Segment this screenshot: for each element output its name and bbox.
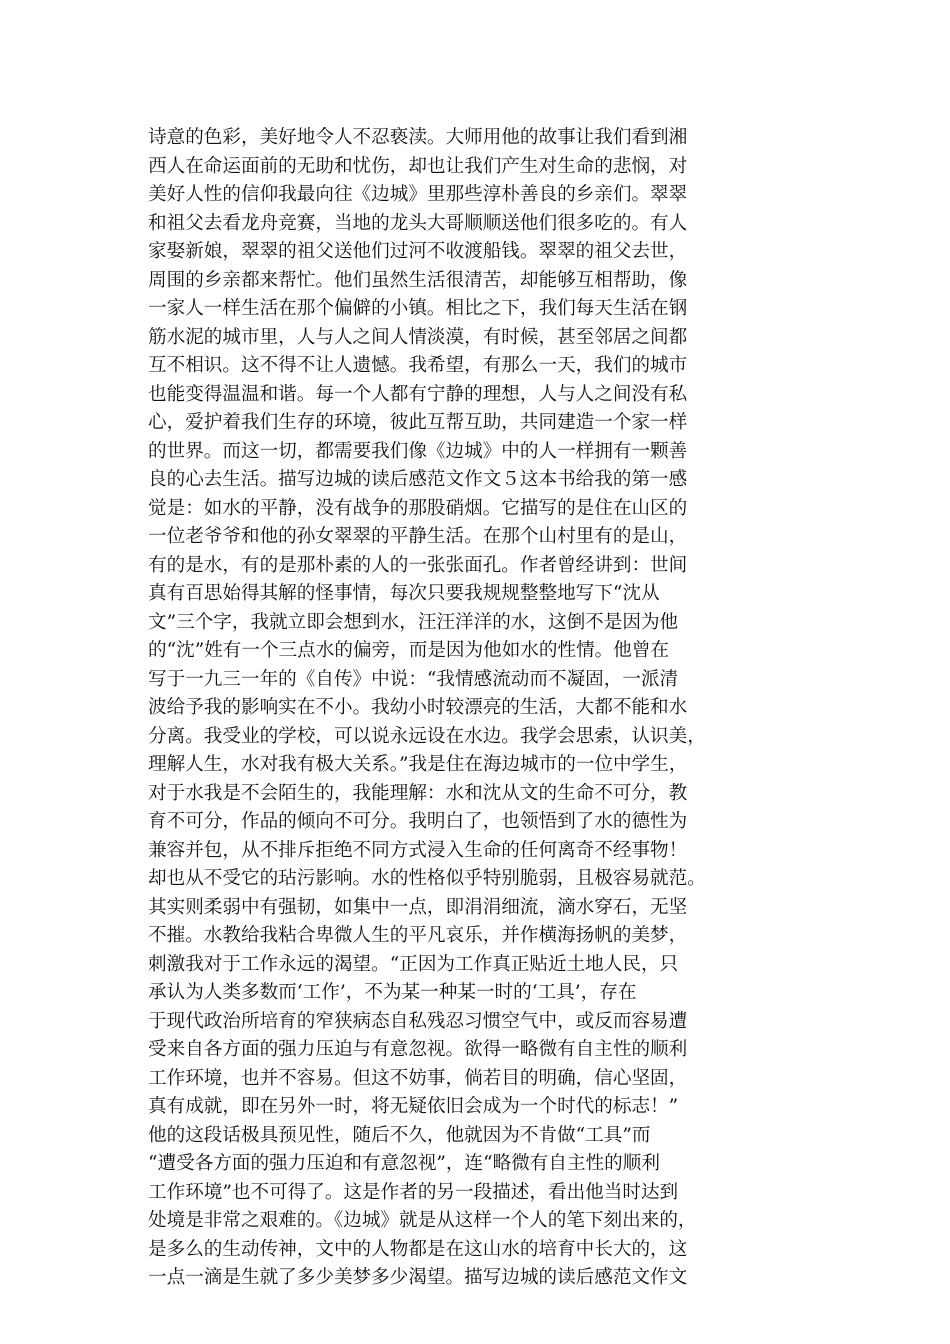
body-text (148, 124, 813, 1293)
text-line: 刺激我对于工作永远的渴望。“正因为工作真正贴近土地人民，只 (148, 953, 679, 975)
text-line: 工作环境，也并不容易。但这不妨事，倘若目的明确，信心坚固， (148, 1067, 688, 1089)
text-line: 写于一九三一年的《自传》中说：“我情感流动而不凝固，一派清 (148, 668, 679, 690)
text-line: 其实则柔弱中有强韧，如集中一点，即涓涓细流，滴水穿石，无坚 (148, 896, 688, 918)
text-line: 对于水我是不会陌生的，我能理解：水和沈从文的生命不可分，教 (148, 782, 688, 804)
text-line: 觉是：如水的平静，没有战争的那股硝烟。它描写的是住在山区的 (148, 497, 688, 519)
text-line: 和祖父去看龙舟竞赛，当地的龙头大哥顺顺送他们很多吃的。有人 (148, 212, 688, 234)
text-line: 的“沈”姓有一个三点水的偏旁，而是因为他如水的性情。他曾在 (148, 640, 670, 661)
text-line: 也能变得温温和谐。每一个人都有宁静的理想，人与人之间没有私 (148, 383, 688, 405)
text-line: 筋水泥的城市里，人与人之间人情淡漠，有时候，甚至邻居之间都 (148, 326, 688, 348)
text-line: 家娶新娘，翠翠的祖父送他们过河不收渡船钱。翠翠的祖父去世， (148, 241, 688, 262)
text-line: 他的这段话极具预见性，随后不久，他就因为不肯做“工具”而 (148, 1124, 651, 1146)
text-line: 一点一滴是生就了多少美梦多少渴望。描写边城的读后感范文作文 (148, 1267, 688, 1288)
text-line: 西人在命运面前的无助和忧伤，却也让我们产生对生命的悲悯，对 (148, 155, 688, 177)
text-line: 工作环境”也不可得了。这是作者的另一段描述，看出他当时达到 (148, 1181, 679, 1203)
text-line: 文”三个字，我就立即会想到水，汪汪洋洋的水，这倒不是因为他 (148, 611, 679, 633)
text-line: 一家人一样生活在那个偏僻的小镇。相比之下，我们每天生活在钢 (148, 298, 688, 319)
text-line: 是多么的生动传神，文中的人物都是在这山水的培育中长大的，这 (148, 1238, 688, 1260)
text-line: 处境是非常之艰难的。《边城》就是从这样一个人的笔下刻出来的， (148, 1210, 697, 1231)
text-line: 育不可分，作品的倾向不可分。我明白了，也领悟到了水的德性为 (148, 811, 688, 832)
text-line: 兼容并包，从不排斥拒绝不同方式浸入生命的任何离奇不经事物！ (148, 839, 688, 861)
text-line: 的世界。而这一切，都需要我们像《边城》中的人一样拥有一颗善 (148, 440, 688, 462)
text-line: 诗意的色彩，美好地令人不忍亵渎。大师用他的故事让我们看到湘 (148, 127, 688, 148)
text-line: 分离。我受业的学校，可以说永远设在水边。我学会思索，认识美， (148, 725, 706, 747)
text-line: 理解人生，水对我有极大关系。”我是住在海边城市的一位中学生， (148, 754, 688, 775)
text-line: 受来自各方面的强力压迫与有意忽视。欲得一略微有自主性的顺利 (148, 1039, 688, 1060)
text-line: 却也从不受它的玷污影响。水的性格似乎特别脆弱，且极容易就范。 (148, 868, 706, 889)
text-line: 真有成就，即在另外一时，将无疑依旧会成为一个时代的标志！” (148, 1096, 679, 1117)
text-line: 有的是水，有的是那朴素的人的一张张面孔。作者曾经讲到：世间 (148, 554, 688, 576)
text-line: 良的心去生活。描写边城的读后感范文作文５这本书给我的第一感 (148, 469, 688, 490)
text-line: 周围的乡亲都来帮忙。他们虽然生活很清苦，却能够互相帮助，像 (148, 269, 688, 291)
text-line: 互不相识。这不得不让人遗憾。我希望，有那么一天，我们的城市 (148, 355, 688, 376)
text-line: 真有百思始得其解的怪事情，每次只要我规规整整地写下“沈从 (148, 583, 660, 604)
text-line: “遭受各方面的强力压迫和有意忽视”，连“略微有自主性的顺利 (148, 1153, 660, 1174)
text-line: 于现代政治所培育的窄狭病态自私残忍习惯空气中，或反而容易遭 (148, 1010, 688, 1032)
text-line: 承认为人类多数而‘工作’，不为某一种某一时的‘工具’，存在 (148, 982, 637, 1003)
text-line: 不摧。水教给我粘合卑微人生的平凡哀乐，并作横海扬帆的美梦， (148, 925, 688, 946)
text-line: 美好人性的信仰我最向往《边城》里那些淳朴善良的乡亲们。翠翠 (148, 184, 688, 205)
text-line: 心，爱护着我们生存的环境，彼此互帮互助，共同建造一个家一样 (148, 412, 688, 433)
text-line: 波给予我的影响实在不小。我幼小时较漂亮的生活，大都不能和水 (148, 697, 688, 718)
text-line: 一位老爷爷和他的孙女翠翠的平静生活。在那个山村里有的是山， (148, 526, 688, 547)
